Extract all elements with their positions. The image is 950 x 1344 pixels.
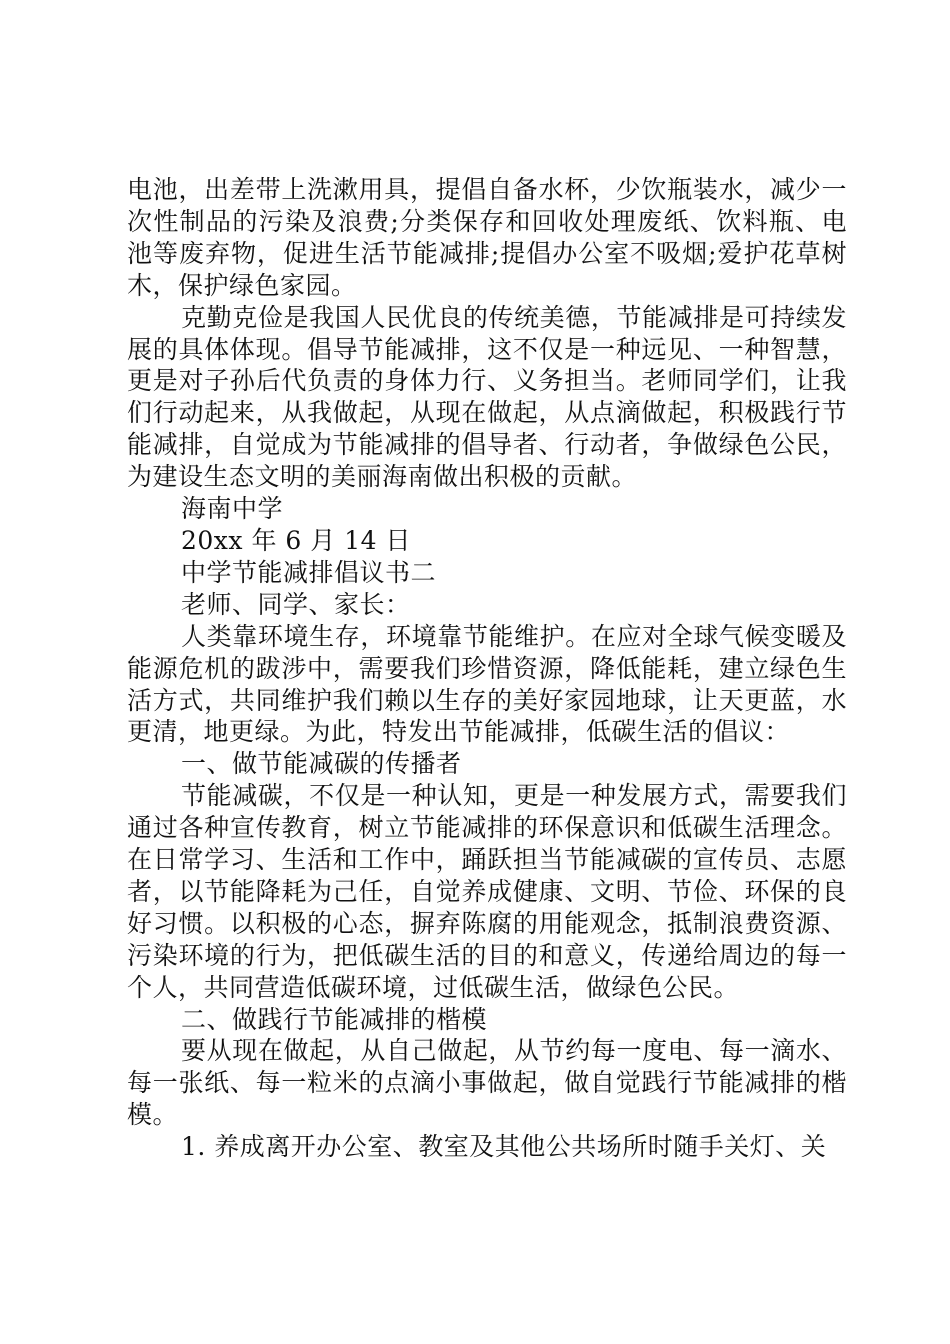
section-title: 中学节能减排倡议书二 <box>181 557 437 587</box>
signature-date: 20xx 年 6 月 14 日 <box>181 525 411 555</box>
paragraph-intro: 人类靠环境生存，环境靠节能维护。在应对全球气候变暖及能源危机的跋涉中，需要我们珍惜资源，降低能耗，建立绿色生活方式，共同维护我们赖以生存的美好家园地球，让天更蓝，水更清，地更绿。为此，特发出节能减排，低碳生活的倡议： <box>127 621 847 747</box>
paragraph-continuation: 电池，出差带上洗漱用具，提倡自备水杯，少饮瓶装水，减少一次性制品的污染及浪费;分类保存和回收处理废纸、饮料瓶、电池等废弃物，促进生活节能减排;提倡办公室不吸烟;爱护花草树木，保护绿色家园。 <box>127 175 847 300</box>
heading-point-two: 二、做践行节能减排的楷模 <box>181 1004 488 1034</box>
heading-point-one: 一、做节能减碳的传播者 <box>181 749 462 779</box>
document-body <box>127 174 847 1163</box>
list-item-one: 1. 养成离开办公室、教室及其他公共场所时随手关灯、关 <box>181 1132 827 1162</box>
paragraph-point-two: 要从现在做起，从自己做起，从节约每一度电、每一滴水、每一张纸、每一粒米的点滴小事做起，做自觉践行节能减排的楷模。 <box>127 1036 847 1130</box>
signature-school: 海南中学 <box>181 494 284 524</box>
paragraph-point-one: 节能减碳，不仅是一种认知，更是一种发展方式，需要我们通过各种宣传教育，树立节能减排的环保意识和低碳生活理念。在日常学习、生活和工作中，踊跃担当节能减碳的宣传员、志愿者，以节能降耗为己任，自觉养成健康、文明、节俭、环保的良好习惯。以积极的心态，摒弃陈腐的用能观念，抵制浪费资源、污染环境的行为，把低碳生活的目的和意义，传递给周边的每一个人，共同营造低碳环境，过低碳生活，做绿色公民。 <box>127 781 847 1002</box>
salutation: 老师、同学、家长： <box>181 589 411 619</box>
paragraph-appeal-conclusion: 克勤克俭是我国人民优良的传统美德，节能减排是可持续发展的具体体现。倡导节能减排，这不仅是一种远见、一种智慧，更是对子孙后代负责的身体力行、义务担当。老师同学们，让我们行动起来，从我做起，从现在做起，从点滴做起，积极践行节能减排，自觉成为节能减排的倡导者、行动者，争做绿色公民，为建设生态文明的美丽海南做出积极的贡献。 <box>127 302 847 492</box>
